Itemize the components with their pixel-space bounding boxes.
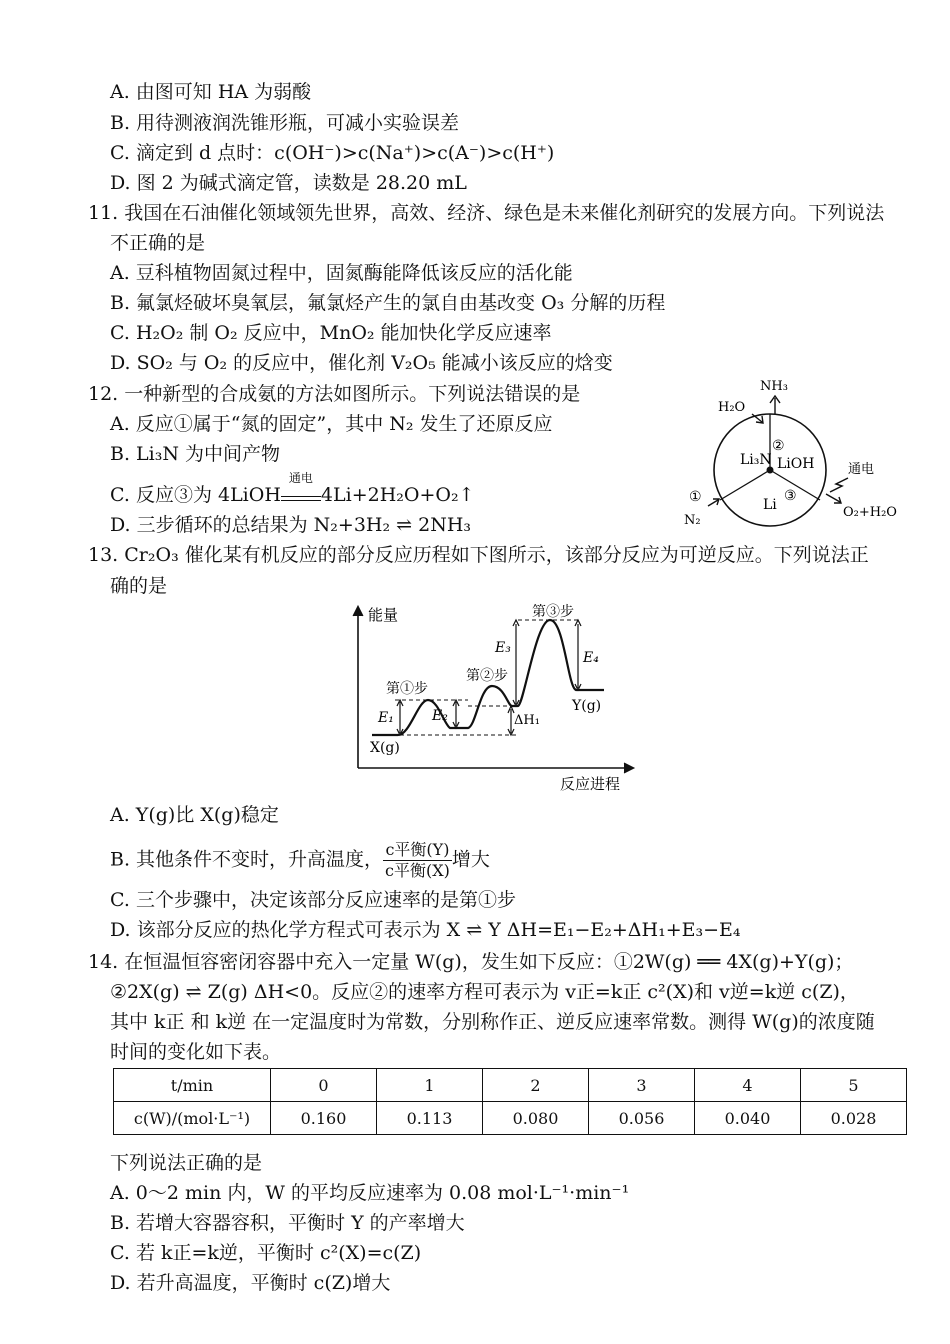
- table-header-cell: 3: [589, 1069, 695, 1102]
- y-axis-label: 能量: [368, 606, 399, 624]
- q14-stem-line3: 其中 k正 和 k逆 在一定温度时为常数，分别称作正、逆反应速率常数。测得 W(g)的浓度随: [110, 1011, 875, 1033]
- q14-option-a: A. 0～2 min 内，W 的平均反应速率为 0.08 mol·L⁻¹·min⁻¹: [110, 1182, 630, 1204]
- y-axis-arrow-icon: [353, 606, 363, 616]
- li-label: Li: [763, 497, 777, 513]
- q13-stem-cont: 确的是: [110, 575, 168, 597]
- q13-stem: 13. Cr₂O₃ 催化某有机反应的部分反应历程如下图所示，该部分反应为可逆反应。下列说法正: [88, 544, 869, 566]
- o2-h2o-arrow-icon: [826, 494, 841, 503]
- q10-option-c: C. 滴定到 d 点时：c(OH⁻)>c(Na⁺)>c(A⁻)>c(H⁺): [110, 142, 555, 164]
- energy-profile-diagram: [340, 600, 640, 795]
- q12-option-c: [110, 471, 475, 508]
- step1-marker: ①: [689, 489, 702, 505]
- q13-option-c: C. 三个步骤中，决定该部分反应速率的是第①步: [110, 889, 516, 911]
- step3-label: 第③步: [532, 604, 574, 620]
- q12-electrolysis-condition: 通电: [288, 471, 313, 485]
- table-header-cell: 2: [483, 1069, 589, 1102]
- q12-option-c-pre: C. 反应③为 4LiOH: [110, 484, 281, 506]
- step2-label: 第②步: [466, 668, 508, 684]
- x-axis-arrow-icon: [624, 763, 634, 773]
- q13-option-d: D. 该部分反应的热化学方程式可表示为 X ⇌ Y ΔH=E₁−E₂+ΔH₁+E₃−E₄: [110, 919, 741, 941]
- table-header-cell: 4: [695, 1069, 801, 1102]
- step1-label: 第①步: [386, 681, 428, 697]
- q14-stem-line1: 14. 在恒温恒容密闭容器中充入一定量 W(g)，发生如下反应：①2W(g) ══ 4X(g)+Y(g)；: [88, 951, 854, 973]
- table-cell: 0.028: [801, 1102, 907, 1135]
- q12-option-c-post: 4Li+2H₂O+O₂↑: [320, 484, 475, 506]
- step3-marker: ③: [784, 488, 797, 504]
- table-cell: 0.113: [377, 1102, 483, 1135]
- h2o-label: H₂O: [718, 400, 746, 415]
- e1-label: E₁: [378, 710, 394, 726]
- q14-option-d: D. 若升高温度，平衡时 c(Z)增大: [110, 1272, 391, 1294]
- q11-option-d: D. SO₂ 与 O₂ 的反应中，催化剂 V₂O₅ 能减小该反应的焓变: [110, 352, 613, 374]
- table-header-cell: 1: [377, 1069, 483, 1102]
- q11-option-a: A. 豆科植物固氮过程中，固氮酶能降低该反应的活化能: [110, 262, 573, 284]
- table-cell: 0.056: [589, 1102, 695, 1135]
- step2-marker: ②: [772, 438, 785, 454]
- q14-stem-line2: ②2X(g) ⇌ Z(g) ΔH<0。反应②的速率方程可表示为 v正=k正 c²(X)和 v逆=k逆 c(Z)，: [110, 981, 859, 1003]
- q12-option-d: D. 三步循环的总结果为 N₂+3H₂ ⇌ 2NH₃: [110, 514, 472, 536]
- q12-option-b: B. Li₃N 为中间产物: [110, 443, 281, 465]
- table-row: [114, 1102, 907, 1135]
- q14-prompt: 下列说法正确的是: [110, 1152, 263, 1174]
- table-header-cell: 5: [801, 1069, 907, 1102]
- q13-option-b-pre: B. 其他条件不变时，升高温度，: [110, 848, 384, 871]
- x-axis-label: 反应进程: [560, 775, 621, 793]
- y-product-label: Y(g): [572, 698, 602, 714]
- n2-arrow-icon: [708, 499, 719, 506]
- lioh-label: LiOH: [777, 456, 815, 472]
- q13-ratio-fraction: [383, 840, 452, 881]
- table-cell: 0.040: [695, 1102, 801, 1135]
- ratio-denominator: c平衡(X): [385, 861, 450, 880]
- e4-label: E₄: [583, 650, 599, 666]
- e3-label: E₃: [495, 640, 511, 656]
- q10-option-d: D. 图 2 为碱式滴定管，读数是 28.20 mL: [110, 172, 467, 194]
- q12-option-a: A. 反应①属于“氮的固定”，其中 N₂ 发生了还原反应: [110, 413, 553, 435]
- q13-option-b-post: 增大: [451, 848, 490, 871]
- nh3-arrow-icon: [770, 396, 780, 414]
- q11-stem-cont: 不正确的是: [110, 232, 206, 254]
- n2-label: N₂: [684, 513, 701, 528]
- q14-option-c: C. 若 k正=k逆，平衡时 c²(X)=c(Z): [110, 1242, 422, 1264]
- q14-option-b: B. 若增大容器容积，平衡时 Y 的产率增大: [110, 1212, 465, 1234]
- table-row: [114, 1069, 907, 1102]
- q13-option-b: [110, 840, 490, 881]
- ammonia-cycle-diagram: [680, 376, 920, 536]
- ratio-numerator: c平衡(Y): [383, 840, 452, 861]
- q10-option-a: A. 由图可知 HA 为弱酸: [110, 81, 312, 103]
- q12-stem: 12. 一种新型的合成氨的方法如图所示。下列说法错误的是: [88, 383, 581, 405]
- dh1-label: ΔH₁: [514, 713, 540, 728]
- table-row-label: c(W)/(mol·L⁻¹): [114, 1102, 271, 1135]
- nh3-label: NH₃: [760, 379, 788, 394]
- concentration-table: [113, 1068, 907, 1135]
- x-reactant-label: X(g): [370, 740, 400, 756]
- q10-option-b: B. 用待测液润洗锥形瓶，可减小实验误差: [110, 112, 460, 134]
- q13-option-a: A. Y(g)比 X(g)稳定: [110, 804, 279, 826]
- table-cell: 0.160: [271, 1102, 377, 1135]
- q11-option-c: C. H₂O₂ 制 O₂ 反应中，MnO₂ 能加快化学反应速率: [110, 322, 552, 344]
- q11-stem: 11. 我国在石油催化领域领先世界，高效、经济、绿色是未来催化剂研究的发展方向。下列说法: [88, 202, 885, 224]
- table-header-cell: 0: [271, 1069, 377, 1102]
- q14-stem-line4: 时间的变化如下表。: [110, 1041, 282, 1063]
- q11-option-b: B. 氟氯烃破坏臭氧层，氟氯烃产生的氯自由基改变 O₃ 分解的历程: [110, 292, 666, 314]
- table-header-label: t/min: [114, 1069, 271, 1102]
- table-cell: 0.080: [483, 1102, 589, 1135]
- o2-h2o-label: O₂+H₂O: [843, 505, 897, 520]
- electric-label: 通电: [848, 462, 875, 477]
- lightning-icon: [830, 478, 848, 492]
- li3n-label: Li₃N: [740, 452, 772, 468]
- e2-label: E₂: [432, 708, 448, 724]
